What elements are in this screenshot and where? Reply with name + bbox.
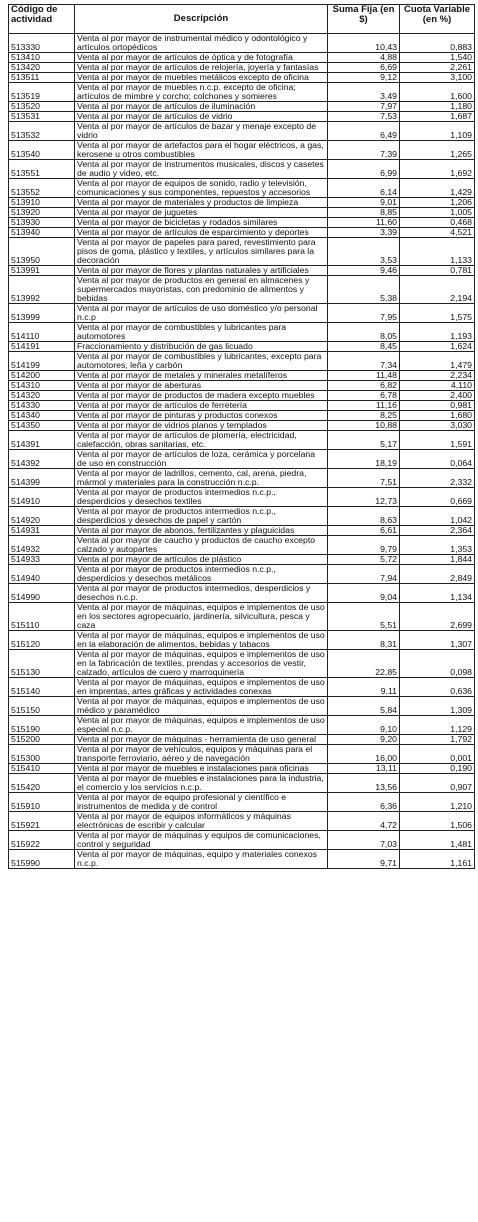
variable-rate-cell: 0,781 xyxy=(400,266,475,276)
fixed-amount-cell: 18,19 xyxy=(328,450,400,469)
activity-code-cell: 514320 xyxy=(9,391,75,401)
variable-rate-cell: 3,100 xyxy=(400,73,475,83)
table-row xyxy=(9,697,475,716)
fixed-amount-cell: 8,45 xyxy=(328,342,400,352)
description-cell: Venta al por mayor de máquinas y equipos de comunicaciones, control y seguridad xyxy=(75,831,328,850)
activity-code-cell: 513420 xyxy=(9,63,75,73)
fixed-amount-cell: 7,03 xyxy=(328,831,400,850)
table-row xyxy=(9,536,475,555)
variable-rate-cell: 1,481 xyxy=(400,831,475,850)
variable-rate-cell: 1,206 xyxy=(400,198,475,208)
activity-code-cell: 514391 xyxy=(9,431,75,450)
fixed-amount-cell: 13,56 xyxy=(328,774,400,793)
activity-code-cell: 514330 xyxy=(9,401,75,411)
variable-rate-cell: 1,540 xyxy=(400,53,475,63)
variable-rate-cell: 1,792 xyxy=(400,735,475,745)
activity-code-cell: 514932 xyxy=(9,536,75,555)
fixed-amount-cell: 7,39 xyxy=(328,141,400,160)
fixed-amount-cell: 5,51 xyxy=(328,603,400,631)
description-cell: Venta al por mayor de papeles para pared, revestimiento para pisos de goma, plástico y textiles, y artículos similares para la decoración xyxy=(75,238,328,266)
fixed-amount-cell: 7,53 xyxy=(328,112,400,122)
variable-rate-cell: 1,210 xyxy=(400,793,475,812)
variable-rate-cell: 2,234 xyxy=(400,371,475,381)
table-row xyxy=(9,812,475,831)
activity-code-cell: 515921 xyxy=(9,812,75,831)
table-row xyxy=(9,650,475,678)
table-row xyxy=(9,450,475,469)
activity-code-cell: 513511 xyxy=(9,73,75,83)
description-cell: Venta al por mayor de artículos de loza, cerámica y porcelana de uso en construcción xyxy=(75,450,328,469)
activity-code-cell: 513540 xyxy=(9,141,75,160)
description-cell: Venta al por mayor de vehículos, equipos y máquinas para el transporte ferroviario, aéreo y de navegación xyxy=(75,745,328,764)
table-row xyxy=(9,83,475,102)
description-cell: Venta al por mayor de pinturas y productos conexos xyxy=(75,411,328,421)
table-row xyxy=(9,678,475,697)
variable-rate-cell: 1,161 xyxy=(400,850,475,869)
table-row xyxy=(9,745,475,764)
table-row xyxy=(9,584,475,603)
description-cell: Venta al por mayor de artículos de esparcimiento y deportes xyxy=(75,228,328,238)
activity-code-cell: 513999 xyxy=(9,304,75,323)
activity-code-cell: 513520 xyxy=(9,102,75,112)
variable-rate-cell: 0,064 xyxy=(400,450,475,469)
variable-rate-cell: 1,429 xyxy=(400,179,475,198)
activity-code-cell: 514920 xyxy=(9,507,75,526)
description-cell: Venta al por mayor de aberturas xyxy=(75,381,328,391)
description-cell: Venta al por mayor de artículos de uso doméstico y/o personal n.c.p xyxy=(75,304,328,323)
header-variable-rate: Cuota Variable (en %) xyxy=(400,5,475,34)
table-row xyxy=(9,774,475,793)
fixed-amount-cell: 8,05 xyxy=(328,323,400,342)
variable-rate-cell: 0,098 xyxy=(400,650,475,678)
fixed-amount-cell: 6,61 xyxy=(328,526,400,536)
description-cell: Venta al por mayor de abonos, fertilizantes y plaguicidas xyxy=(75,526,328,536)
activity-code-cell: 515410 xyxy=(9,764,75,774)
table-row xyxy=(9,565,475,584)
variable-rate-cell: 0,883 xyxy=(400,34,475,53)
table-row xyxy=(9,603,475,631)
table-row xyxy=(9,323,475,342)
table-row xyxy=(9,381,475,391)
activity-code-cell: 515200 xyxy=(9,735,75,745)
description-cell: Venta al por mayor de productos de madera excepto muebles xyxy=(75,391,328,401)
table-row xyxy=(9,421,475,431)
description-cell: Venta al por mayor de equipos de sonido, radio y televisión, comunicaciones y sus componentes, repuestos y accesorios xyxy=(75,179,328,198)
variable-rate-cell: 1,600 xyxy=(400,83,475,102)
activity-code-cell: 513940 xyxy=(9,228,75,238)
fixed-amount-cell: 10,88 xyxy=(328,421,400,431)
description-cell: Venta al por mayor de artículos de bazar y menaje excepto de vidrio xyxy=(75,122,328,141)
description-cell: Venta al por mayor de muebles metálicos excepto de oficina xyxy=(75,73,328,83)
activity-code-cell: 514392 xyxy=(9,450,75,469)
description-cell: Venta al por mayor de vidrios planos y templados xyxy=(75,421,328,431)
description-cell: Venta al por mayor de artículos de relojería, joyería y fantasías xyxy=(75,63,328,73)
activity-code-cell: 513330 xyxy=(9,34,75,53)
variable-rate-cell: 1,180 xyxy=(400,102,475,112)
fixed-amount-cell: 9,71 xyxy=(328,850,400,869)
description-cell: Venta al por mayor de muebles e instalaciones para oficinas xyxy=(75,764,328,774)
description-cell: Venta al por mayor de productos intermedios n.c.p., desperdicios y desechos textiles xyxy=(75,488,328,507)
variable-rate-cell: 0,190 xyxy=(400,764,475,774)
variable-rate-cell: 1,042 xyxy=(400,507,475,526)
table-row xyxy=(9,63,475,73)
fixed-amount-cell: 5,72 xyxy=(328,555,400,565)
table-row xyxy=(9,488,475,507)
activity-code-cell: 514931 xyxy=(9,526,75,536)
table-row xyxy=(9,34,475,53)
table-row xyxy=(9,431,475,450)
description-cell: Venta al por mayor de máquinas, equipos e implementos de uso médico y paramédico xyxy=(75,697,328,716)
table-row xyxy=(9,304,475,323)
fixed-amount-cell: 7,51 xyxy=(328,469,400,488)
fixed-amount-cell: 6,49 xyxy=(328,122,400,141)
table-row xyxy=(9,160,475,179)
activity-code-cell: 515140 xyxy=(9,678,75,697)
fixed-amount-cell: 9,79 xyxy=(328,536,400,555)
table-row xyxy=(9,555,475,565)
fixed-amount-cell: 7,34 xyxy=(328,352,400,371)
fixed-amount-cell: 16,00 xyxy=(328,745,400,764)
table-row xyxy=(9,371,475,381)
variable-rate-cell: 1,134 xyxy=(400,584,475,603)
variable-rate-cell: 2,194 xyxy=(400,276,475,304)
variable-rate-cell: 1,591 xyxy=(400,431,475,450)
variable-rate-cell: 2,400 xyxy=(400,391,475,401)
fixed-amount-cell: 6,78 xyxy=(328,391,400,401)
table-row xyxy=(9,122,475,141)
variable-rate-cell: 4,521 xyxy=(400,228,475,238)
activity-code-cell: 513531 xyxy=(9,112,75,122)
description-cell: Venta al por mayor de juguetes xyxy=(75,208,328,218)
variable-rate-cell: 1,109 xyxy=(400,122,475,141)
description-cell: Venta al por mayor de artículos de plomería, electricidad, calefacción, obras sanitarias, etc. xyxy=(75,431,328,450)
description-cell: Venta al por mayor de artículos de plástico xyxy=(75,555,328,565)
header-description: Descripción xyxy=(75,5,328,34)
fixed-amount-cell: 7,97 xyxy=(328,102,400,112)
fixed-amount-cell: 8,85 xyxy=(328,208,400,218)
variable-rate-cell: 0,907 xyxy=(400,774,475,793)
description-cell: Venta al por mayor de equipos informáticos y máquinas electrónicas de escribir y calcular xyxy=(75,812,328,831)
activity-code-cell: 514110 xyxy=(9,323,75,342)
fixed-amount-cell: 6,14 xyxy=(328,179,400,198)
variable-rate-cell: 1,309 xyxy=(400,697,475,716)
description-cell: Venta al por mayor de productos intermedios n.c.p., desperdicios y desechos de papel y cartón xyxy=(75,507,328,526)
variable-rate-cell: 1,506 xyxy=(400,812,475,831)
variable-rate-cell: 3,030 xyxy=(400,421,475,431)
description-cell: Venta al por mayor de materiales y productos de limpieza xyxy=(75,198,328,208)
activity-code-cell: 514933 xyxy=(9,555,75,565)
table-body xyxy=(9,34,475,869)
variable-rate-cell: 2,699 xyxy=(400,603,475,631)
activity-code-cell: 513910 xyxy=(9,198,75,208)
variable-rate-cell: 1,193 xyxy=(400,323,475,342)
activity-code-cell: 514199 xyxy=(9,352,75,371)
activity-code-cell: 513410 xyxy=(9,53,75,63)
activity-code-cell: 513519 xyxy=(9,83,75,102)
variable-rate-cell: 2,261 xyxy=(400,63,475,73)
fixed-amount-cell: 6,69 xyxy=(328,63,400,73)
variable-rate-cell: 1,575 xyxy=(400,304,475,323)
variable-rate-cell: 2,849 xyxy=(400,565,475,584)
activity-rates-table xyxy=(8,4,475,869)
description-cell: Venta al por mayor de artículos de iluminación xyxy=(75,102,328,112)
fixed-amount-cell: 8,31 xyxy=(328,631,400,650)
description-cell: Venta al por mayor de muebles n.c.p. excepto de oficina; artículos de mimbre y corcho; colchones y somieres xyxy=(75,83,328,102)
variable-rate-cell: 1,265 xyxy=(400,141,475,160)
fixed-amount-cell: 9,01 xyxy=(328,198,400,208)
activity-code-cell: 514191 xyxy=(9,342,75,352)
variable-rate-cell: 0,636 xyxy=(400,678,475,697)
variable-rate-cell: 0,001 xyxy=(400,745,475,764)
activity-code-cell: 515150 xyxy=(9,697,75,716)
activity-code-cell: 515990 xyxy=(9,850,75,869)
variable-rate-cell: 1,844 xyxy=(400,555,475,565)
table-row xyxy=(9,53,475,63)
variable-rate-cell: 0,981 xyxy=(400,401,475,411)
fixed-amount-cell: 6,82 xyxy=(328,381,400,391)
fixed-amount-cell: 4,72 xyxy=(328,812,400,831)
description-cell: Venta al por mayor de flores y plantas naturales y artificiales xyxy=(75,266,328,276)
description-cell: Venta al por mayor de caucho y productos de caucho excepto calzado y autopartes xyxy=(75,536,328,555)
table-row xyxy=(9,507,475,526)
table-row xyxy=(9,276,475,304)
variable-rate-cell: 0,669 xyxy=(400,488,475,507)
fixed-amount-cell: 7,94 xyxy=(328,565,400,584)
description-cell: Venta al por mayor de máquinas, equipo y materiales conexos n.c.p. xyxy=(75,850,328,869)
variable-rate-cell: 1,687 xyxy=(400,112,475,122)
activity-code-cell: 515190 xyxy=(9,716,75,735)
description-cell: Venta al por mayor de máquinas, equipos e implementos de uso en los sectores agropecuario, jardinería, silvicultura, pesca y caza xyxy=(75,603,328,631)
table-row xyxy=(9,631,475,650)
description-cell: Fraccionamiento y distribución de gas licuado xyxy=(75,342,328,352)
fixed-amount-cell: 3,49 xyxy=(328,83,400,102)
header-fixed-amount: Suma Fija (en $) xyxy=(328,5,400,34)
variable-rate-cell: 2,332 xyxy=(400,469,475,488)
fixed-amount-cell: 6,99 xyxy=(328,160,400,179)
table-row xyxy=(9,112,475,122)
fixed-amount-cell: 6,36 xyxy=(328,793,400,812)
fixed-amount-cell: 9,12 xyxy=(328,73,400,83)
description-cell: Venta al por mayor de productos en general en almacenes y supermercados mayoristas, con predominio de alimentos y bebidas xyxy=(75,276,328,304)
table-row xyxy=(9,831,475,850)
description-cell: Venta al por mayor de instrumental médico y odontológico y artículos ortopédicos xyxy=(75,34,328,53)
variable-rate-cell: 1,133 xyxy=(400,238,475,266)
variable-rate-cell: 2,364 xyxy=(400,526,475,536)
fixed-amount-cell: 3,39 xyxy=(328,228,400,238)
table-row xyxy=(9,526,475,536)
table-row xyxy=(9,208,475,218)
table-header-row xyxy=(9,5,475,34)
table-row xyxy=(9,411,475,421)
description-cell: Venta al por mayor de bicicletas y rodados similares xyxy=(75,218,328,228)
fixed-amount-cell: 12,73 xyxy=(328,488,400,507)
activity-code-cell: 514910 xyxy=(9,488,75,507)
description-cell: Venta al por mayor de metales y minerales metalíferos xyxy=(75,371,328,381)
fixed-amount-cell: 9,10 xyxy=(328,716,400,735)
variable-rate-cell: 1,353 xyxy=(400,536,475,555)
fixed-amount-cell: 10,43 xyxy=(328,34,400,53)
table-row xyxy=(9,342,475,352)
table-row xyxy=(9,266,475,276)
description-cell: Venta al por mayor de máquinas, equipos e implementos de uso en la elaboración de alimentos, bebidas y tabacos xyxy=(75,631,328,650)
table-row xyxy=(9,73,475,83)
table-row xyxy=(9,198,475,208)
table-row xyxy=(9,218,475,228)
table-row xyxy=(9,102,475,112)
fixed-amount-cell: 5,17 xyxy=(328,431,400,450)
activity-code-cell: 515420 xyxy=(9,774,75,793)
activity-code-cell: 514399 xyxy=(9,469,75,488)
description-cell: Venta al por mayor de máquinas - herramienta de uso general xyxy=(75,735,328,745)
activity-code-cell: 515910 xyxy=(9,793,75,812)
table-row xyxy=(9,352,475,371)
activity-code-cell: 513992 xyxy=(9,276,75,304)
variable-rate-cell: 1,680 xyxy=(400,411,475,421)
table-row xyxy=(9,238,475,266)
fixed-amount-cell: 4,88 xyxy=(328,53,400,63)
description-cell: Venta al por mayor de productos intermedios n.c.p., desperdicios y desechos metálicos xyxy=(75,565,328,584)
fixed-amount-cell: 13,11 xyxy=(328,764,400,774)
description-cell: Venta al por mayor de artículos de ferretería xyxy=(75,401,328,411)
fixed-amount-cell: 22,85 xyxy=(328,650,400,678)
description-cell: Venta al por mayor de combustibles y lubricantes para automotores xyxy=(75,323,328,342)
activity-code-cell: 513920 xyxy=(9,208,75,218)
fixed-amount-cell: 9,04 xyxy=(328,584,400,603)
description-cell: Venta al por mayor de productos intermedios, desperdicios y desechos n.c.p. xyxy=(75,584,328,603)
description-cell: Venta al por mayor de combustibles y lubricantes, excepto para automotores, leña y carbón xyxy=(75,352,328,371)
activity-code-cell: 515110 xyxy=(9,603,75,631)
fixed-amount-cell: 11,16 xyxy=(328,401,400,411)
activity-code-cell: 513991 xyxy=(9,266,75,276)
fixed-amount-cell: 3,53 xyxy=(328,238,400,266)
fixed-amount-cell: 7,95 xyxy=(328,304,400,323)
table-row xyxy=(9,716,475,735)
activity-code-cell: 513950 xyxy=(9,238,75,266)
activity-code-cell: 513552 xyxy=(9,179,75,198)
header-activity-code: Código de actividad xyxy=(9,5,75,34)
fixed-amount-cell: 11,48 xyxy=(328,371,400,381)
fixed-amount-cell: 9,46 xyxy=(328,266,400,276)
activity-code-cell: 515300 xyxy=(9,745,75,764)
table-row xyxy=(9,141,475,160)
activity-code-cell: 514340 xyxy=(9,411,75,421)
activity-code-cell: 514940 xyxy=(9,565,75,584)
variable-rate-cell: 1,307 xyxy=(400,631,475,650)
activity-code-cell: 514200 xyxy=(9,371,75,381)
table-row xyxy=(9,228,475,238)
fixed-amount-cell: 5,84 xyxy=(328,697,400,716)
activity-code-cell: 515922 xyxy=(9,831,75,850)
description-cell: Venta al por mayor de artículos de vidrio xyxy=(75,112,328,122)
table-row xyxy=(9,469,475,488)
activity-code-cell: 513930 xyxy=(9,218,75,228)
fixed-amount-cell: 9,20 xyxy=(328,735,400,745)
description-cell: Venta al por mayor de ladrillos, cemento, cal, arena, piedra, mármol y materiales para la construcción n.c.p. xyxy=(75,469,328,488)
table-row xyxy=(9,179,475,198)
table-row xyxy=(9,735,475,745)
variable-rate-cell: 1,005 xyxy=(400,208,475,218)
description-cell: Venta al por mayor de artefactos para el hogar eléctricos, a gas, kerosene u otros combustibles xyxy=(75,141,328,160)
fixed-amount-cell: 8,63 xyxy=(328,507,400,526)
activity-code-cell: 513532 xyxy=(9,122,75,141)
fixed-amount-cell: 11,60 xyxy=(328,218,400,228)
table-row xyxy=(9,764,475,774)
table-row xyxy=(9,401,475,411)
activity-code-cell: 515130 xyxy=(9,650,75,678)
activity-code-cell: 514350 xyxy=(9,421,75,431)
table-row xyxy=(9,391,475,401)
description-cell: Venta al por mayor de máquinas, equipos e implementos de uso en la fabricación de textiles, prendas y accesorios de vestir, calzado, artículos de cuero y marroquinería xyxy=(75,650,328,678)
table-row xyxy=(9,793,475,812)
variable-rate-cell: 1,129 xyxy=(400,716,475,735)
fixed-amount-cell: 8,25 xyxy=(328,411,400,421)
fixed-amount-cell: 9,11 xyxy=(328,678,400,697)
variable-rate-cell: 4,110 xyxy=(400,381,475,391)
description-cell: Venta al por mayor de muebles e instalaciones para la industria, el comercio y los servicios n.c.p. xyxy=(75,774,328,793)
description-cell: Venta al por mayor de artículos de óptica y de fotografía xyxy=(75,53,328,63)
description-cell: Venta al por mayor de máquinas, equipos e implementos de uso en imprentas, artes gráficas y actividades conexas xyxy=(75,678,328,697)
variable-rate-cell: 1,624 xyxy=(400,342,475,352)
fixed-amount-cell: 5,38 xyxy=(328,276,400,304)
description-cell: Venta al por mayor de instrumentos musicales, discos y casetes de audio y video, etc. xyxy=(75,160,328,179)
activity-code-cell: 514310 xyxy=(9,381,75,391)
table-row xyxy=(9,850,475,869)
variable-rate-cell: 1,479 xyxy=(400,352,475,371)
activity-code-cell: 513551 xyxy=(9,160,75,179)
description-cell: Venta al por mayor de máquinas, equipos e implementos de uso especial n.c.p. xyxy=(75,716,328,735)
activity-code-cell: 515120 xyxy=(9,631,75,650)
description-cell: Venta al por mayor de equipo profesional y científico e instrumentos de medida y de control xyxy=(75,793,328,812)
variable-rate-cell: 1,692 xyxy=(400,160,475,179)
activity-code-cell: 514990 xyxy=(9,584,75,603)
variable-rate-cell: 0,468 xyxy=(400,218,475,228)
